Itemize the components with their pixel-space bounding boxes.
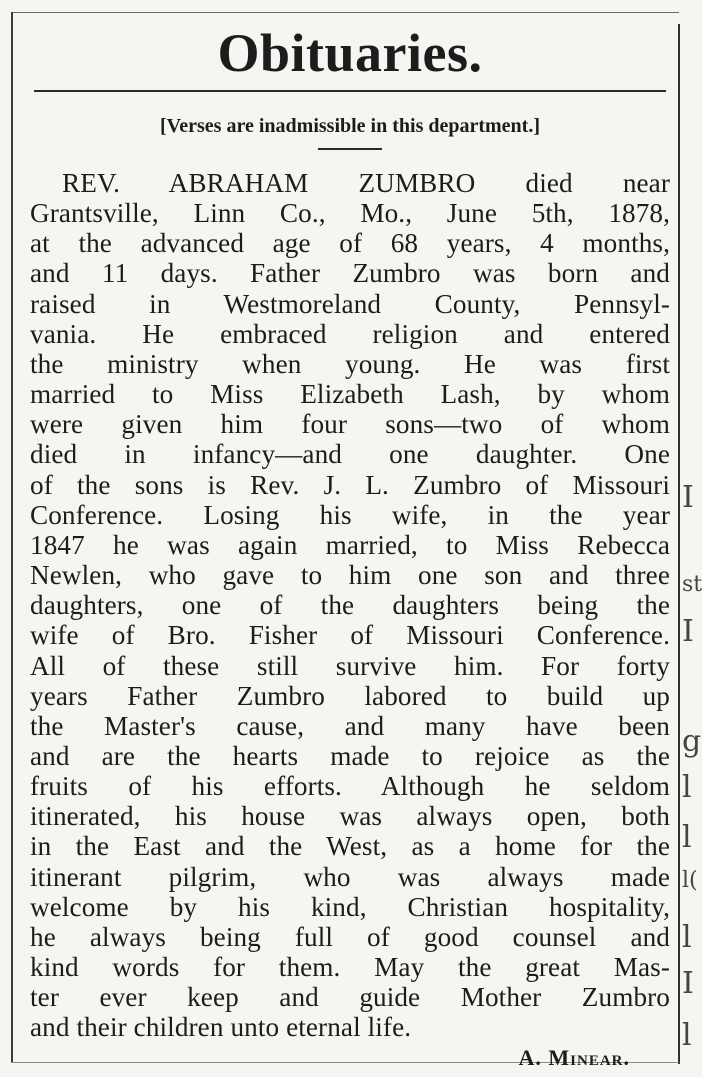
fragment: g	[682, 724, 702, 759]
column-border-right	[678, 24, 680, 1064]
separator-rule	[318, 148, 382, 150]
body-line: at the advanced age of 68 years, 4 months,	[30, 228, 670, 259]
body-line: itinerated, his house was always open, both	[30, 801, 670, 832]
body-line: daughters, one of the daughters being the	[30, 590, 670, 621]
body-line: married to Miss Elizabeth Lash, by whom	[30, 379, 670, 410]
title-rule	[34, 90, 666, 92]
fragment: I	[682, 480, 694, 515]
body-line: and their children unto eternal life.	[30, 1012, 412, 1043]
fragment: l(	[682, 868, 698, 893]
body-line: 1847 he was again married, to Miss Rebecca	[30, 529, 670, 560]
body-line: wife of Bro. Fisher of Missouri Conference.	[30, 620, 670, 651]
fragment: l	[682, 770, 692, 805]
fragment: I	[682, 614, 694, 649]
body-line: and 11 days. Father Zumbro was born and	[30, 258, 670, 289]
body-line: he always being full of good counsel and	[30, 921, 670, 952]
body-line: fruits of his efforts. Although he seldom	[30, 771, 670, 802]
fragment: st	[682, 572, 702, 597]
body-line: ter ever keep and guide Mother Zumbro	[30, 982, 670, 1013]
body-line: Grantsville, Linn Co., Mo., June 5th, 1878,	[30, 198, 670, 229]
body-line: Conference. Losing his wife, in the year	[30, 499, 670, 530]
body-line: kind words for them. May the great Mas-	[30, 952, 670, 983]
body-line: years Father Zumbro labored to build up	[30, 680, 670, 711]
body-line: were given him four sons—two of whom	[30, 409, 670, 440]
body-line: the Master's cause, and many have been	[30, 710, 670, 741]
body-line: welcome by his kind, Christian hospitality,	[30, 891, 670, 922]
column-border-left	[11, 12, 13, 1062]
fragment: l	[682, 820, 692, 855]
section-title: Obituaries.	[217, 23, 483, 83]
body-line: died in infancy—and one daughter. One	[30, 439, 670, 470]
adjacent-column-fragments	[682, 0, 700, 1077]
body-line: vania. He embraced religion and entered	[30, 318, 670, 349]
obituary-body	[30, 168, 670, 1043]
body-line: REV. ABRAHAM ZUMBRO died near	[62, 168, 670, 198]
body-line: in the East and the West, as a home for the	[30, 831, 670, 862]
body-line: All of these still survive him. For forty	[30, 650, 670, 681]
obituary-column	[30, 22, 670, 1071]
body-line: itinerant pilgrim, who was always made	[30, 861, 670, 892]
author-signature: A. Minear.	[518, 1044, 630, 1070]
body-line: and are the hearts made to rejoice as the	[30, 740, 670, 771]
body-line: raised in Westmoreland County, Pennsyl-	[30, 288, 670, 319]
fragment: I	[682, 966, 694, 1001]
column-border-top	[11, 12, 679, 13]
department-note: [Verses are inadmissible in this department.]	[160, 115, 540, 137]
body-line: Newlen, who gave to him one son and three	[30, 560, 670, 591]
body-line: of the sons is Rev. J. L. Zumbro of Missouri	[30, 469, 670, 500]
fragment: l	[682, 920, 692, 955]
body-line: the ministry when young. He was first	[30, 348, 670, 379]
fragment: l	[682, 1018, 692, 1053]
